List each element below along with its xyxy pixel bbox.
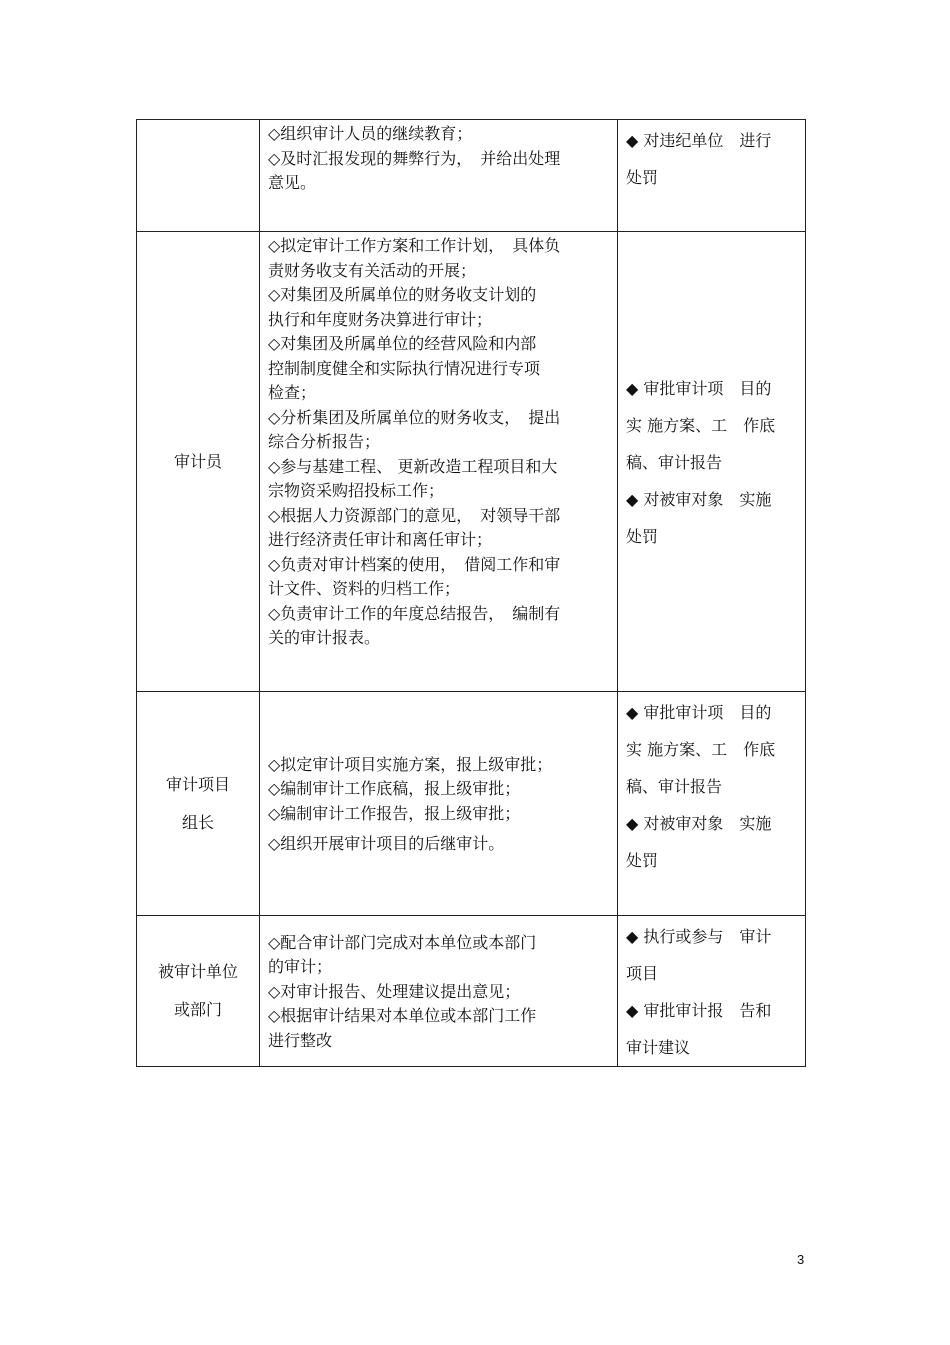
duty-line: ◇对集团及所属单位的财务收支计划的 <box>268 285 537 304</box>
authority-line: 稿、审计报告 <box>626 777 723 796</box>
duty-line: 进行整改 <box>268 1030 333 1050</box>
duty-line: 关的审计报表。 <box>268 628 381 647</box>
duty-line: ◇对集团及所属单位的经营风险和内部 <box>268 334 537 353</box>
authority-line: 处罚 <box>626 527 659 546</box>
table-row <box>137 692 806 916</box>
table-row <box>137 232 806 692</box>
duty-line: ◇分析集团及所属单位的财务收支， 提出 <box>268 407 561 427</box>
duties-cell <box>260 120 618 232</box>
role-label: 审计员 <box>173 451 222 471</box>
duty-line: ◇根据审计结果对本单位或本部门工作 <box>268 1006 537 1026</box>
duty-line: ◇拟定审计项目实施方案，报上级审批； <box>268 754 553 774</box>
role-cell <box>137 120 260 232</box>
role-cell <box>137 692 260 916</box>
authority-line: ◆ 对被审对象 实施 <box>626 490 772 509</box>
duty-line: ◇及时汇报发现的舞弊行为， 并给出处理 <box>268 148 561 168</box>
authority-line: 处罚 <box>626 168 659 187</box>
authority-line: ◆ 对违纪单位 进行 <box>626 131 772 150</box>
duty-line: 计文件、资料的归档工作； <box>268 579 461 598</box>
authority-cell <box>618 120 806 232</box>
duty-line: ◇根据人力资源部门的意见， 对领导干部 <box>268 505 561 525</box>
duty-line: ◇编制审计工作底稿，报上级审批； <box>268 779 521 798</box>
duty-line: ◇配合审计部门完成对本单位或本部门 <box>268 932 537 952</box>
authority-line: ◆ 审批审计报 告和 <box>626 1001 772 1020</box>
role-cell <box>137 232 260 692</box>
duty-line: 检查； <box>268 383 317 402</box>
authority-line: ◆ 对被审对象 实施 <box>626 814 772 833</box>
duty-line: ◇编制审计工作报告，报上级审批； <box>268 803 521 823</box>
authority-line: 项目 <box>626 964 659 983</box>
authority-line: ◆ 审批审计项 目的 <box>626 703 772 722</box>
duties-cell <box>260 916 618 1067</box>
authority-line: 实 施方案、工 作底 <box>626 416 776 435</box>
authority-line: 稿、审计报告 <box>626 453 723 472</box>
duty-line: ◇拟定审计工作方案和工作计划， 具体负 <box>268 236 561 255</box>
authority-cell <box>618 232 806 692</box>
duty-line: 意见。 <box>268 173 317 192</box>
duty-line: 综合分析报告； <box>268 432 381 451</box>
duty-line: 进行经济责任审计和离任审计； <box>268 530 493 549</box>
duties-cell <box>260 692 618 916</box>
role-label: 或部门 <box>173 1000 222 1019</box>
duty-line: ◇组织开展审计项目的后继审计。 <box>268 834 505 853</box>
authority-line: 审计建议 <box>626 1038 691 1057</box>
duty-line: 责财务收支有关活动的开展； <box>268 260 477 280</box>
duty-line: 控制制度健全和实际执行情况进行专项 <box>268 358 541 378</box>
page-number: 3 <box>797 1252 805 1267</box>
role-label: 组长 <box>181 812 214 832</box>
duties-cell <box>260 232 618 692</box>
role-label: 被审计单位 <box>157 962 238 981</box>
authority-line: 实 施方案、工 作底 <box>626 740 776 759</box>
table-row <box>137 120 806 232</box>
duty-line: 宗物资采购招投标工作； <box>268 481 445 500</box>
duty-line: ◇组织审计人员的继续教育； <box>268 124 473 143</box>
duty-line: ◇对审计报告、处理建议提出意见； <box>268 981 521 1001</box>
role-cell <box>137 916 260 1067</box>
duty-line: ◇负责审计工作的年度总结报告， 编制有 <box>268 603 561 623</box>
duty-line: ◇负责对审计档案的使用， 借阅工作和审 <box>268 554 561 574</box>
authority-cell <box>618 916 806 1067</box>
table-row <box>137 916 806 1067</box>
responsibility-table <box>136 119 806 1067</box>
duty-line: ◇参与基建工程、 更新改造工程项目和大 <box>268 456 558 476</box>
authority-line: ◆ 执行或参与 审计 <box>626 927 772 946</box>
duty-line: 的审计； <box>268 957 333 977</box>
authority-line: 处罚 <box>626 851 659 870</box>
role-label: 审计项目 <box>165 774 230 794</box>
authority-line: ◆ 审批审计项 目的 <box>626 379 772 398</box>
authority-cell <box>618 692 806 916</box>
duty-line: 执行和年度财务决算进行审计； <box>268 309 493 329</box>
